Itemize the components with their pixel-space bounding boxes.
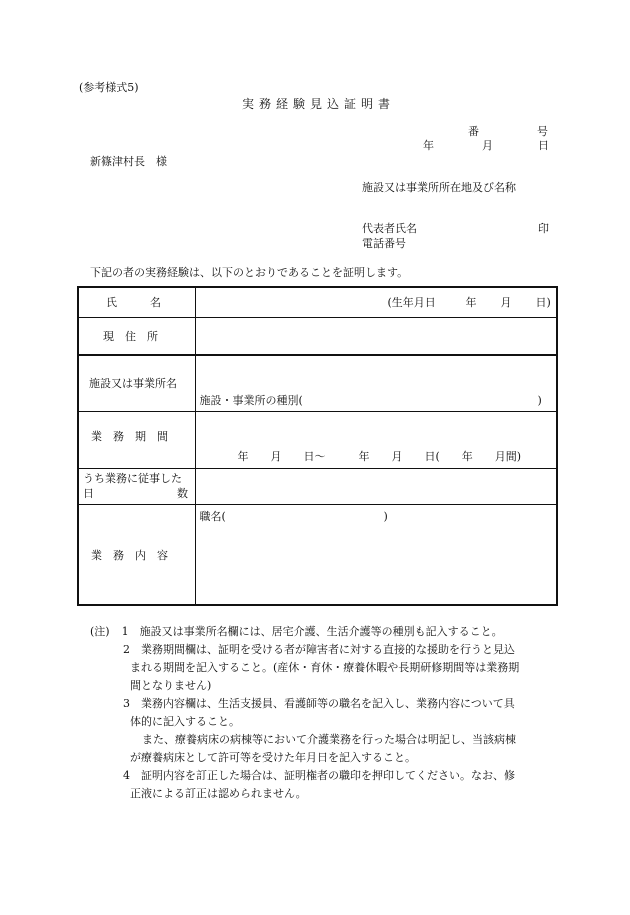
facility-label: 施設又は事業所所在地及び名称 xyxy=(362,181,516,194)
row-facility xyxy=(78,355,557,411)
addressee: 新篠津村長 様 xyxy=(90,155,167,168)
days-label-line2b: 数 xyxy=(177,486,188,500)
date-month: 月 xyxy=(482,139,493,152)
birth-day: 日) xyxy=(535,296,551,309)
note-4-line2: 正液による訂正は認められません。 xyxy=(130,787,307,800)
row-content xyxy=(78,504,557,605)
note-2-line2: まれる期間を記入すること。(産休・育休・療養休暇や長期研修期間等は業務期 xyxy=(130,661,520,674)
phone-label: 電話番号 xyxy=(362,237,406,250)
facility-type-close: ) xyxy=(537,394,542,407)
facility-name-label-cell xyxy=(78,355,195,411)
content-value-cell[interactable] xyxy=(195,504,557,605)
note-1-text: 1 施設又は事業所名欄には、居宅介護、生活介護等の種別も記入すること。 xyxy=(121,625,503,638)
days-label-line2a: 日 xyxy=(83,486,94,500)
name-label-cell xyxy=(78,287,195,317)
note-2-line1: 2 業務期間欄は、証明を受ける者が障害者に対する直接的な援助を行うと見込 xyxy=(123,643,515,656)
note-4-line1: 4 証明内容を訂正した場合は、証明権者の職印を押印してください。なお、修 xyxy=(123,769,515,782)
period-value-cell[interactable] xyxy=(195,411,557,468)
note-3-line3: また、療養病床の病棟等において介護業務を行った場合は明記し、当該病棟 xyxy=(142,733,516,746)
facility-type-label: 施設・事業所の種別( xyxy=(199,394,303,407)
birth-year: 年 xyxy=(465,296,477,309)
content-label: 業 務 内 容 xyxy=(91,548,168,562)
date-year: 年 xyxy=(423,139,434,152)
address-value-cell[interactable] xyxy=(195,317,557,355)
date-day: 日 xyxy=(538,139,549,152)
facility-name-label: 施設又は事業所名 xyxy=(89,377,177,390)
birth-month: 月 xyxy=(500,296,512,309)
note-3-line2: 体的に記入すること。 xyxy=(130,715,240,728)
note-2-line3: 間となりません) xyxy=(130,679,212,692)
note-1 xyxy=(90,623,560,641)
job-title-close: ) xyxy=(383,509,388,523)
period-text: 年 月 日〜 年 月 日( 年 月間) xyxy=(237,449,522,463)
note-3-line1: 3 業務内容欄は、生活支援員、看護師等の職名を記入し、業務内容について具 xyxy=(123,697,515,710)
name-value-cell[interactable] xyxy=(195,287,557,317)
notes-section xyxy=(90,623,560,803)
days-label-cell xyxy=(78,468,195,504)
seal-mark: 印 xyxy=(538,222,549,235)
facility-value-cell[interactable] xyxy=(195,355,557,411)
job-title-label: 職名( xyxy=(199,509,226,523)
days-value-cell[interactable] xyxy=(195,468,557,504)
notes-prefix: (注) xyxy=(90,625,110,638)
document-title: 実務経験見込証明書 xyxy=(242,97,396,111)
content-label-cell xyxy=(78,504,195,605)
address-label-cell xyxy=(78,317,195,355)
row-period xyxy=(78,411,557,468)
number-label: 番 xyxy=(468,125,479,138)
period-label: 業 務 期 間 xyxy=(91,429,168,443)
certificate-table xyxy=(77,286,558,606)
number-suffix: 号 xyxy=(537,125,548,138)
note-3-line4: が療養病床として許可等を受けた年月日を記入すること。 xyxy=(130,751,416,764)
row-address xyxy=(78,317,557,355)
row-days xyxy=(78,468,557,504)
days-label-line1: うち業務に従事した xyxy=(83,471,182,485)
period-label-cell xyxy=(78,411,195,468)
name-label: 氏 名 xyxy=(106,296,161,309)
intro-statement: 下記の者の実務経験は、以下のとおりであることを証明します。 xyxy=(90,266,409,279)
form-reference: (参考様式5) xyxy=(79,81,139,94)
address-label: 現 住 所 xyxy=(103,329,158,343)
row-name xyxy=(78,287,557,317)
representative-name-label: 代表者氏名 xyxy=(362,222,417,235)
birthdate-label: (生年月日 xyxy=(387,296,436,309)
